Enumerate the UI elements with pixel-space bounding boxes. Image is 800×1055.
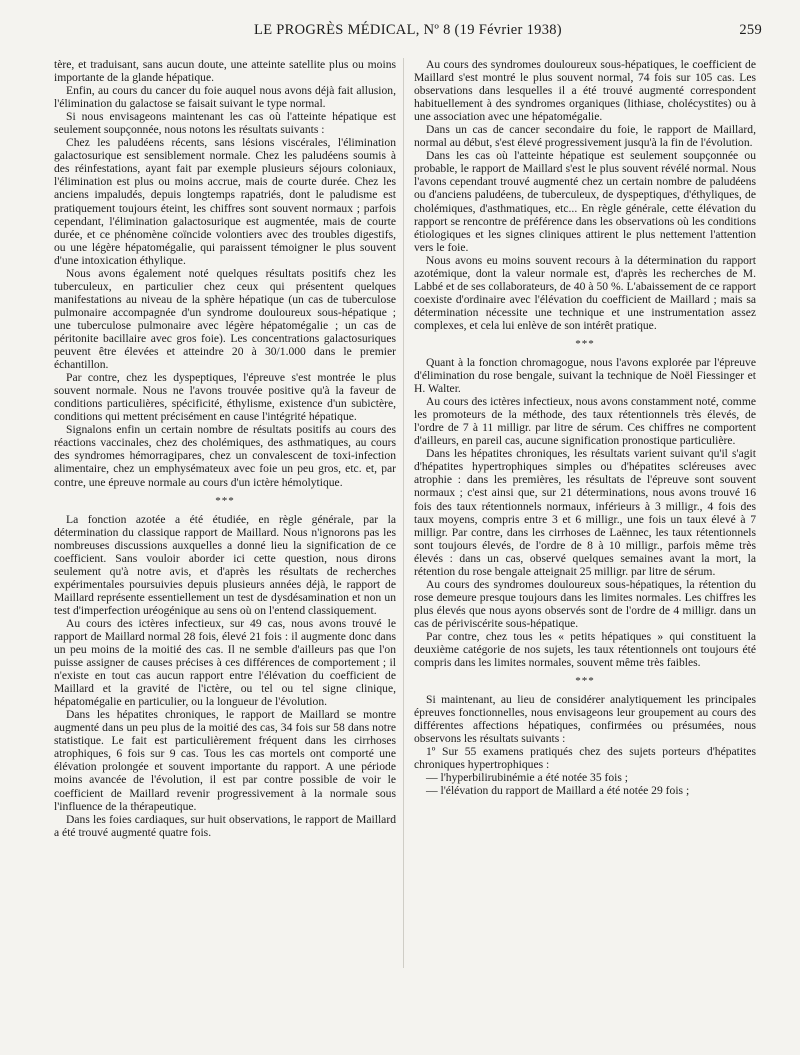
paragraph: Par contre, chez les dyspeptiques, l'épreuve s'est montrée le plus souvent normale. Nous ne l'avons trouvée positive qu'à la faveur de conditions particulières, spécificité, éthylisme, existence d'un subictère, conditions qui mettent précisément en cause l'intégrité hépatique. [54,371,396,424]
paragraph: Au cours des ictères infectieux, sur 49 cas, nous avons trouvé le rapport de Maillard normal 28 fois, élevé 21 fois : il augmente donc dans un peu moins de la moitié des cas. Il ne semble d'ailleurs pas que l'on puisse assigner de causes précises à ces différences de comportement ; il n'existe en tout cas aucun rapport entre l'élévation du coefficient de Maillard et la gravité de l'ictère, ou tel ou tel signe clinique, hépatomégalie en particulier, ou la longueur de l'évolution. [54,616,396,709]
running-header [54,22,762,44]
paragraph: Enfin, au cours du cancer du foie auquel nous avons déjà fait allusion, l'élimination du galactose se faisait suivant le type normal. [54,84,396,111]
section-separator: *** [575,337,595,350]
right-column [414,58,756,797]
page-number: 259 [739,22,762,38]
paragraph: Si nous envisageons maintenant les cas où l'atteinte hépatique est seulement soupçonnée, nous notons les résultats suivants : [54,110,396,137]
paragraph: Dans les cas où l'atteinte hépatique est seulement soupçonnée ou probable, le rapport de Maillard s'est le plus souvent révélé normal. Nous l'avons cependant trouvé augmenté chez un certain nombre de paludéens ou d'anciens paludéens, de tuberculeux, de dyspeptiques, d'éthyliques, de cholémiques, d'asthmatiques, etc... En règle générale, cette élévation du rapport se rencontre de préférence dans les observations où les conditions étiologiques et les signes cliniques attirent le plus nettement l'attention vers le foie. [414,149,756,254]
paragraph: 1º Sur 55 examens pratiqués chez des sujets porteurs d'hépatites chroniques hypertrophiques : [414,745,756,772]
paragraph: Dans les foies cardiaques, sur huit observations, le rapport de Maillard a été trouvé augmenté quatre fois. [54,812,396,839]
paragraph: Chez les paludéens récents, sans lésions viscérales, l'élimination galactosurique est sensiblement normale. Chez les paludéens soumis à des réinfestations, ayant fait par exemple plusieurs séjours coloniaux, l'élimination est plus ou moins accrue, mais de courte durée. Chez les anciens impaludés, depuis longtemps rapatriés, dont le paludisme est pratiquement toujours éteint, les chiffres sont souvent normaux ; parfois cependant, l'élimination galactosurique est augmentée, mais de courte durée, et ce phénomène coïncide volontiers avec des troubles digestifs, ou une légère hépatomégalie, qui paraissent témoigner le plus souvent d'une intoxication éthylique. [54,136,396,267]
paragraph: Au cours des ictères infectieux, nous avons constamment noté, comme les promoteurs de la méthode, des taux rétentionnels très élevés, de l'ordre de 7 à 11 milligr. par litre de sérum. Ces chiffres ne comportent d'ailleurs, en pareil cas, aucune signification pronostique particulière. [414,395,756,448]
list-item: — l'hyperbilirubinémie a été notée 35 fois ; [426,771,629,785]
paragraph: Dans les hépatites chroniques, le rapport de Maillard se montre augmenté dans un peu plus de la moitié des cas, 34 fois sur 58 dans notre statistique. Le fait est particulièrement fréquent dans les cirrhoses atrophiques, 6 fois sur 9 cas. Tous les cas mortels ont comporté une élévation prolongée et souvent importante du rapport. A une période moins avancée de l'évolution, il est par contre possible de voir le coefficient de Maillard revenir progressivement à la normale sous l'influence de la thérapeutique. [54,708,396,813]
paragraph: tère, et traduisant, sans aucun doute, une atteinte satellite plus ou moins importante de la glande hépatique. [54,58,396,85]
paragraph: Dans les hépatites chroniques, les résultats varient suivant qu'il s'agit d'hépatites hypertrophiques simples ou d'hépatites scléreuses avec atrophie : dans les premières, les résultats de l'épreuve sont souvent normaux ; c'est ainsi que, sur 21 déterminations, nous avons trouvé 16 fois des taux rétentionnels normaux, inférieurs à 3 milligr., 4 fois des taux moyens, compris entre 3 et 6 milligr., une fois un taux élevé à 7 milligr. Par contre, dans les cirrhoses de Laënnec, les taux rétentionnels sont toujours élevés, de l'ordre de 8 à 10 milligr., parfois même très élevés : dans un cas, observé quelques semaines avant la mort, la rétention du rose bengale atteignait 25 milligr. par litre de sérum. [414,447,756,578]
journal-title: LE PROGRÈS MÉDICAL, Nº 8 (19 Février 1938) [254,22,562,38]
left-column [54,58,396,839]
paragraph: Signalons enfin un certain nombre de résultats positifs au cours des réactions vaccinales, chez des cholémiques, des asthmatiques, au cours des syndromes hémorragipares, chez un convalescent de toxi-infection alimentaire, chez un emphysémateux avec foie un peu gros, etc. et, par contre, une épreuve normale au cours d'un ictère hémolytique. [54,423,396,489]
paragraph: La fonction azotée a été étudiée, en règle générale, par la détermination du classique rapport de Maillard. Nous n'ignorons pas les nombreuses discussions auxquelles a donné lieu la signification de ce coefficient. Sans vouloir aborder ici cette question, nous dirons seulement qu'à notre avis, et d'après les résultats de recherches expérimentales poursuivies depuis plusieurs années déjà, le rapport de Maillard représente essentiellement un test de dysdésamination et non un test d'imperfection uréogénique au sens où on l'entend classiquement. [54,512,396,617]
paragraph: Nous avons également noté quelques résultats positifs chez les tuberculeux, en particulier chez ceux qui présentent quelques manifestations au niveau de la sphère hépatique (un cas de tuberculose pulmonaire accompagnée d'un syndrome douloureux sous-hépatique ; une tuberculose pulmonaire avec légère hépatomégalie ; un cas de péritonite bacillaire avec gros foie). Les concentrations galactosuriques peuvent être élevées et atteindre 20 à 30/1.000 dans le premier échantillon. [54,266,396,372]
paragraph: Dans un cas de cancer secondaire du foie, le rapport de Maillard, normal au début, s'est élevé progressivement jusqu'à la fin de l'évolution. [414,123,756,150]
paragraph: Au cours des syndromes douloureux sous-hépatiques, la rétention du rose demeure presque toujours dans les limites normales. Les chiffres les plus élevés que nous ayons observés sont de l'ordre de 4 milligr. dans un cas de périviscérite sous-hépatique. [414,577,756,630]
list-item: — l'élévation du rapport de Maillard a été notée 29 fois ; [426,784,690,798]
paragraph: Par contre, chez tous les « petits hépatiques » qui constituent la deuxième catégorie de nos sujets, les taux rétentionnels ont toujours été compris dans les limites normales, souvent même très faibles. [414,629,756,670]
paragraph: Si maintenant, au lieu de considérer analytiquement les principales épreuves fonctionnelles, nous envisageons leur groupement au cours des différentes affections hépatiques, confirmées ou présumées, nous observons les résultats suivants : [414,693,756,746]
section-separator: *** [575,675,595,688]
paragraph: Quant à la fonction chromagogue, nous l'avons explorée par l'épreuve d'élimination du rose bengale, suivant la technique de Noël Fiessinger et H. Walter. [414,355,756,396]
paragraph: Nous avons eu moins souvent recours à la détermination du rapport azotémique, dont la valeur normale est, d'après les recherches de M. Labbé et de ses collaborateurs, de 40 à 50 %. L'abaissement de ce rapport coexiste d'ordinaire avec l'élévation du coefficient de Maillard ; mais sa détermination nécessite une technique et une instrumentation assez complexes, et cela lui enlève de son intérêt pratique. [414,253,756,332]
paragraph: Au cours des syndromes douloureux sous-hépatiques, le coefficient de Maillard s'est montré le plus souvent normal, 74 fois sur 105 cas. Les observations dans lesquelles il a été trouvé augmenté correspondent habituellement à des syndromes organiques (lithiase, cholécystites) ou à une association avec une hépatomégalie. [414,58,756,124]
column-divider [403,58,404,968]
section-separator: *** [215,494,235,507]
